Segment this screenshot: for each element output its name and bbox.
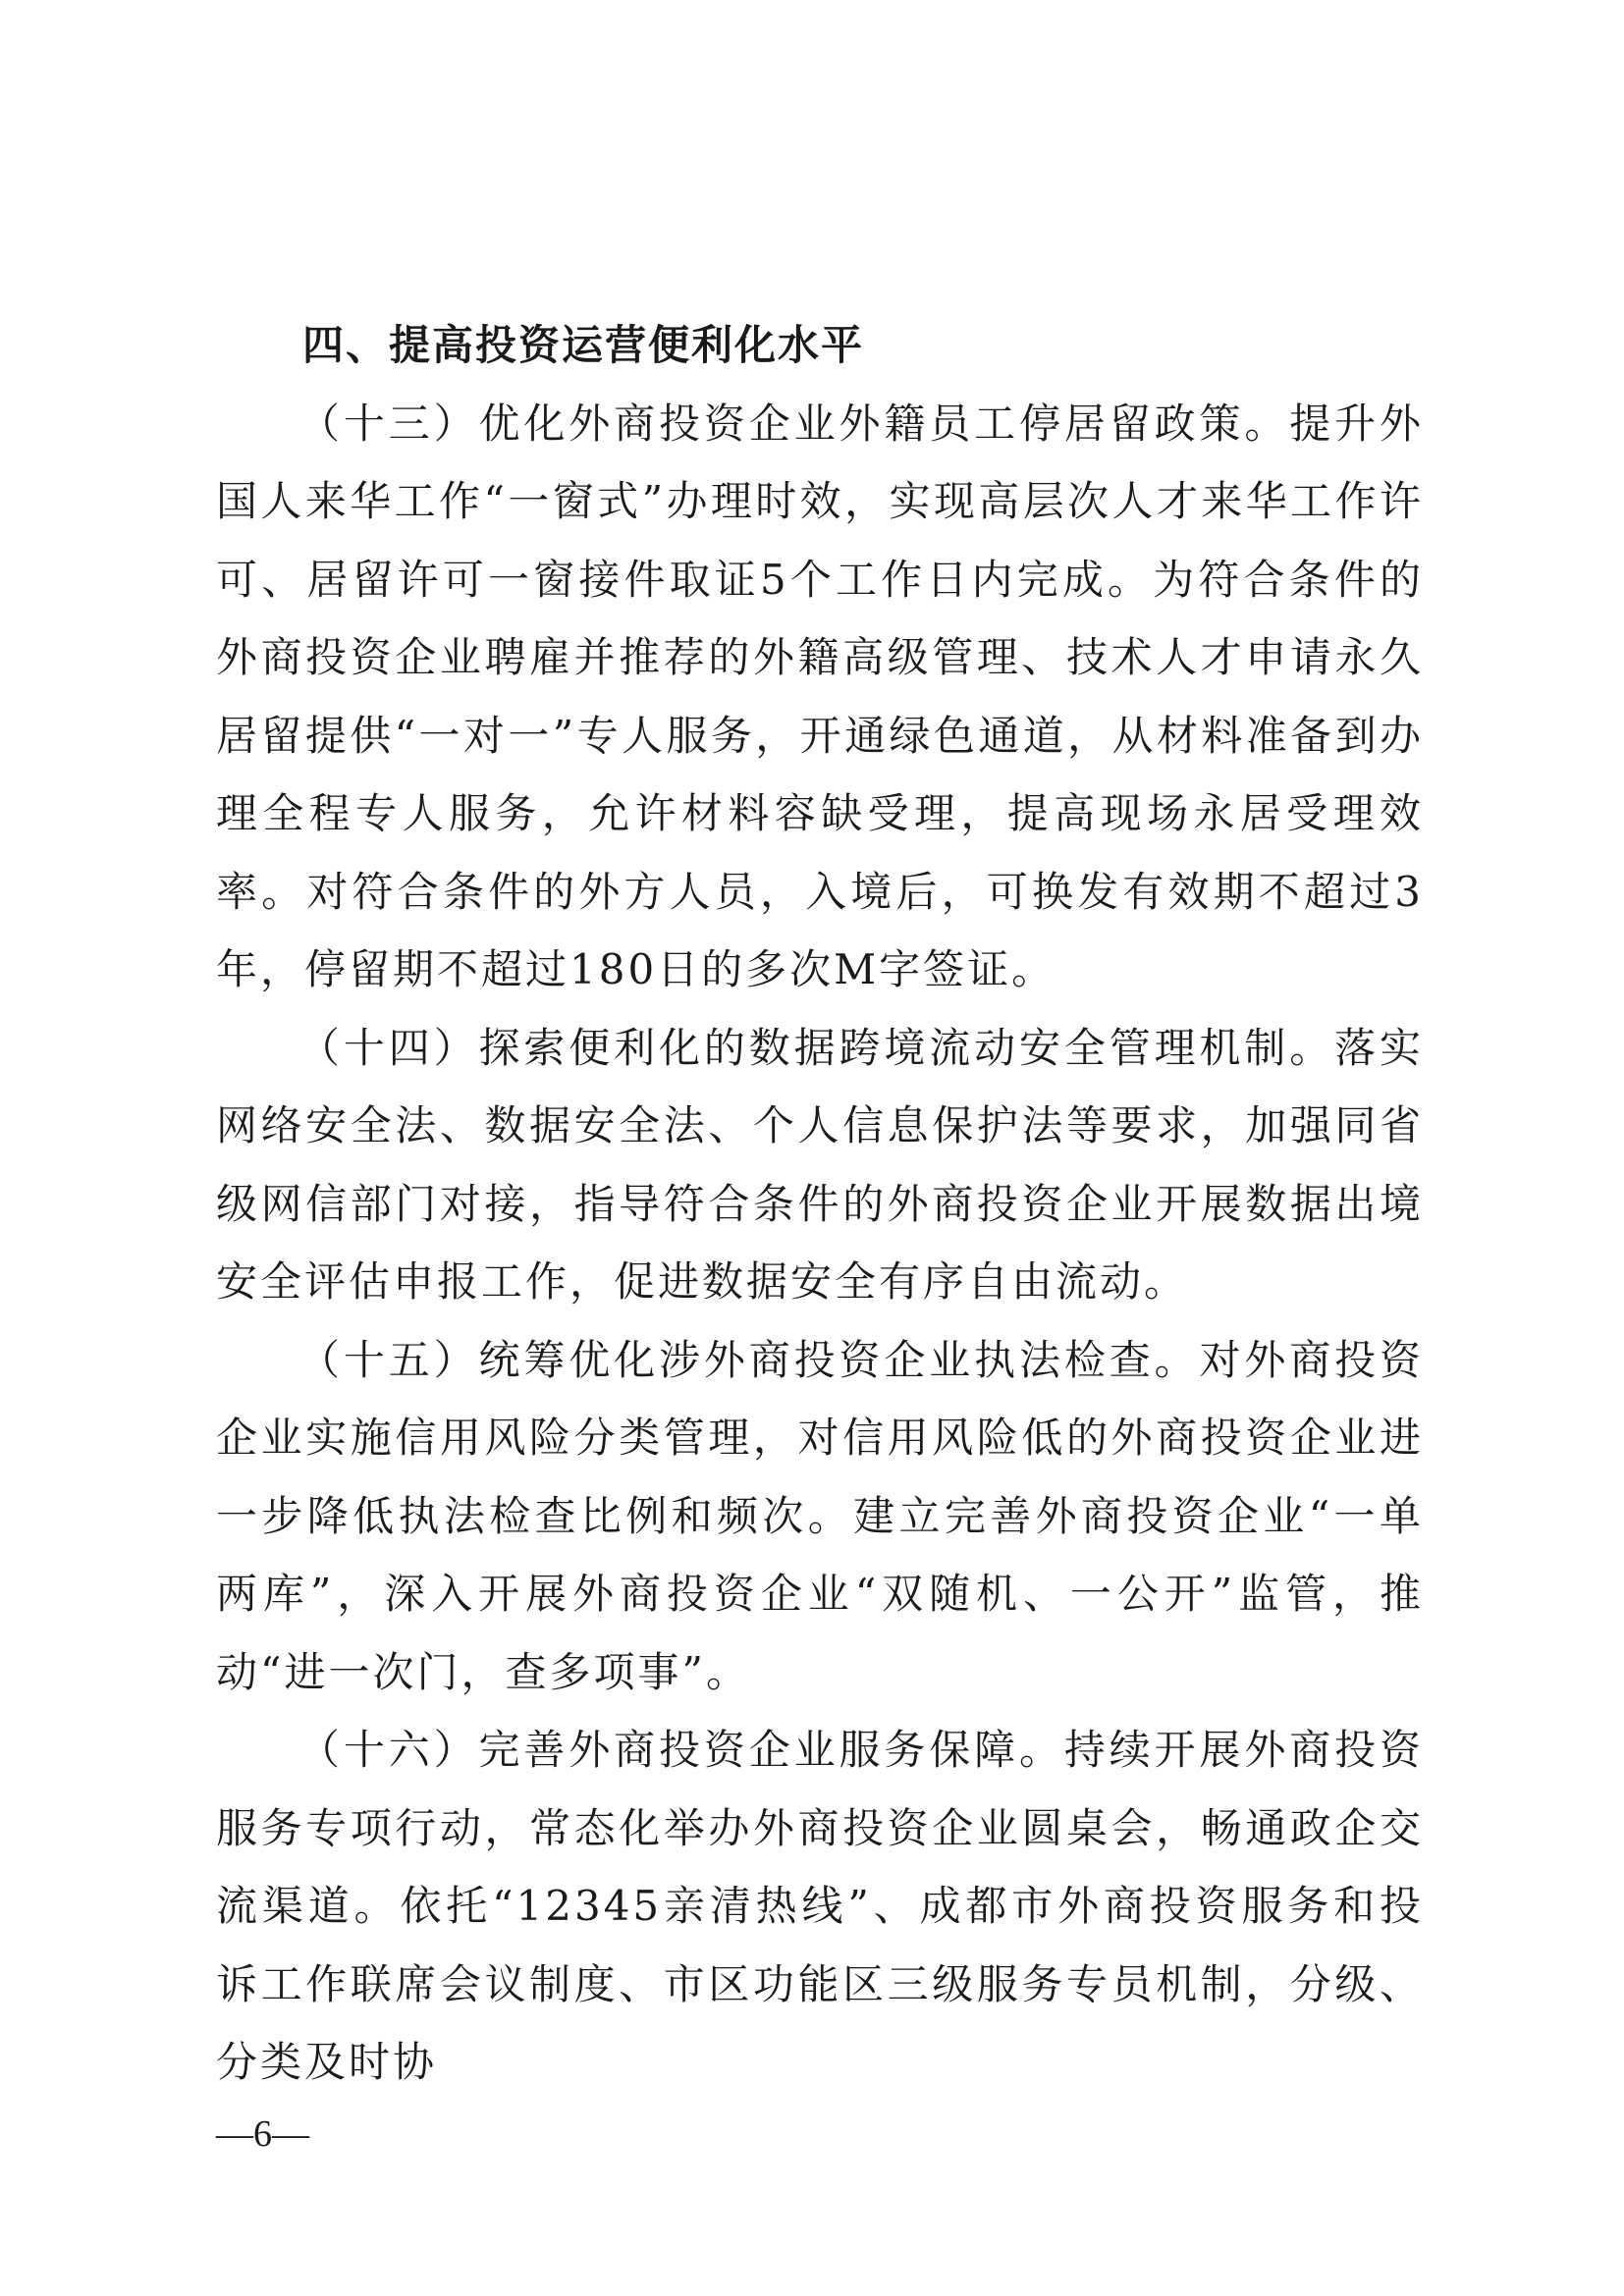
- paragraph-15-title: （十五）统筹优化涉外商投资企业执法检查。: [298, 1335, 1200, 1384]
- paragraph-14: [216, 1009, 1424, 1321]
- paragraph-14-title: （十四）探索便利化的数据跨境流动安全管理机制。: [298, 1023, 1335, 1072]
- paragraph-16-body: 持续开展外商投资服务专项行动，常态化举办外商投资企业圆桌会，畅通政企交流渠道。依托“12345亲清热线”、成都市外商投资服务和投诉工作联席会议制度、市区功能区三级服务专员机制，分级、分类及时协: [216, 1726, 1424, 2086]
- paragraph-16: [216, 1711, 1424, 2102]
- paragraph-14-body: 落实网络安全法、数据安全法、个人信息保护法等要求，加强同省级网信部门对接，指导符合条件的外商投资企业开展数据出境安全评估申报工作，促进数据安全有序自由流动。: [216, 1023, 1424, 1306]
- paragraph-15: [216, 1321, 1424, 1712]
- paragraph-13: [216, 385, 1424, 1009]
- paragraph-15-body: 对外商投资企业实施信用风险分类管理，对信用风险低的外商投资企业进一步降低执法检查比例和频次。建立完善外商投资企业“一单两库”，深入开展外商投资企业“双随机、一公开”监管，推动“进一次门，查多项事”。: [216, 1335, 1424, 1696]
- paragraph-13-body: 提升外国人来华工作“一窗式”办理时效，实现高层次人才来华工作许可、居留许可一窗接件取证5个工作日内完成。为符合条件的外商投资企业聘雇并推荐的外籍高级管理、技术人才申请永久居留提供“一对一”专人服务，开通绿色通道，从材料准备到办理全程专人服务，允许材料容缺受理，提高现场永居受理效率。对符合条件的外方人员，入境后，可换发有效期不超过3年，停留期不超过180日的多次M字签证。: [216, 399, 1424, 993]
- paragraph-13-title: （十三）优化外商投资企业外籍员工停居留政策。: [298, 399, 1290, 448]
- page-number: —6—: [216, 2113, 309, 2155]
- section-heading: 四、提高投资运营便利化水平: [302, 321, 865, 369]
- page-content: [216, 306, 1424, 2102]
- paragraph-16-title: （十六）完善外商投资企业服务保障。: [298, 1726, 1064, 1774]
